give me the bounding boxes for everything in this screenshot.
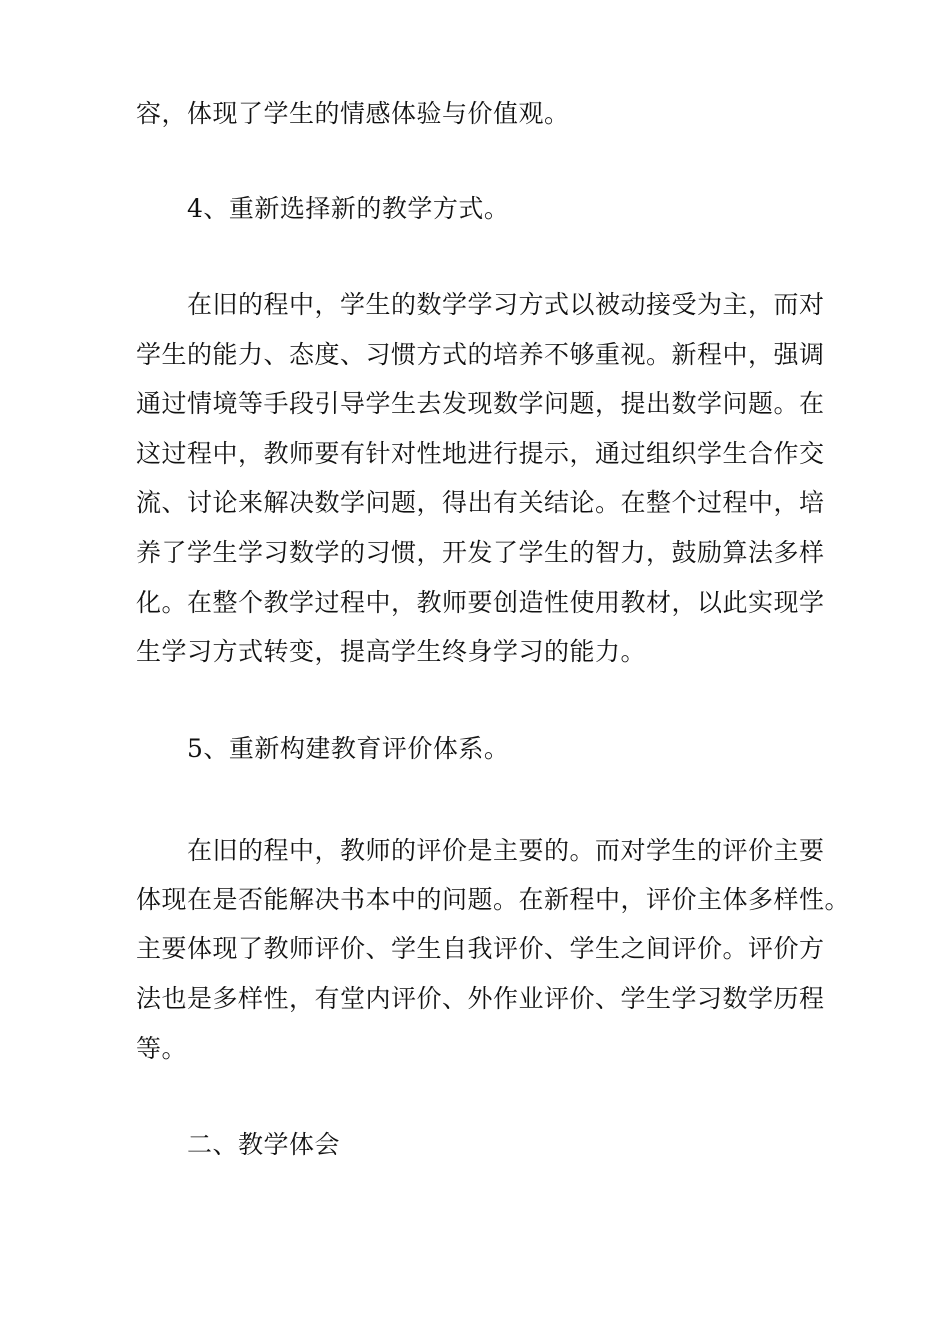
paragraph-line: 主要体现了教师评价、学生自我评价、学生之间评价。评价方 xyxy=(136,934,825,963)
paragraph-line: 学生的能力、态度、习惯方式的培养不够重视。新程中，强调 xyxy=(136,340,825,369)
paragraph-line: 这过程中，教师要有针对性地进行提示，通过组织学生合作交 xyxy=(136,439,825,468)
section-heading: 二、教学体会 xyxy=(187,1130,341,1159)
paragraph-line: 流、讨论来解决数学问题，得出有关结论。在整个过程中，培 xyxy=(136,488,825,517)
paragraph-line: 容，体现了学生的情感体验与价值观。 xyxy=(136,99,570,128)
section-heading: 4、重新选择新的教学方式。 xyxy=(187,194,510,223)
paragraph-line: 等。 xyxy=(136,1034,188,1063)
paragraph-line: 在旧的程中，学生的数学学习方式以被动接受为主，而对 xyxy=(187,290,825,319)
section-heading: 5、重新构建教育评价体系。 xyxy=(187,734,510,763)
paragraph-line: 在旧的程中，教师的评价是主要的。而对学生的评价主要 xyxy=(187,836,825,865)
paragraph-line: 化。在整个教学过程中，教师要创造性使用教材，以此实现学 xyxy=(136,588,825,617)
paragraph-line: 养了学生学习数学的习惯，开发了学生的智力，鼓励算法多样 xyxy=(136,538,825,567)
paragraph-line: 法也是多样性，有堂内评价、外作业评价、学生学习数学历程 xyxy=(136,984,825,1013)
paragraph-line: 通过情境等手段引导学生去发现数学问题，提出数学问题。在 xyxy=(136,389,825,418)
paragraph-line: 生学习方式转变，提高学生终身学习的能力。 xyxy=(136,637,647,666)
paragraph-line: 体现在是否能解决书本中的问题。在新程中，评价主体多样性。 xyxy=(136,885,851,914)
